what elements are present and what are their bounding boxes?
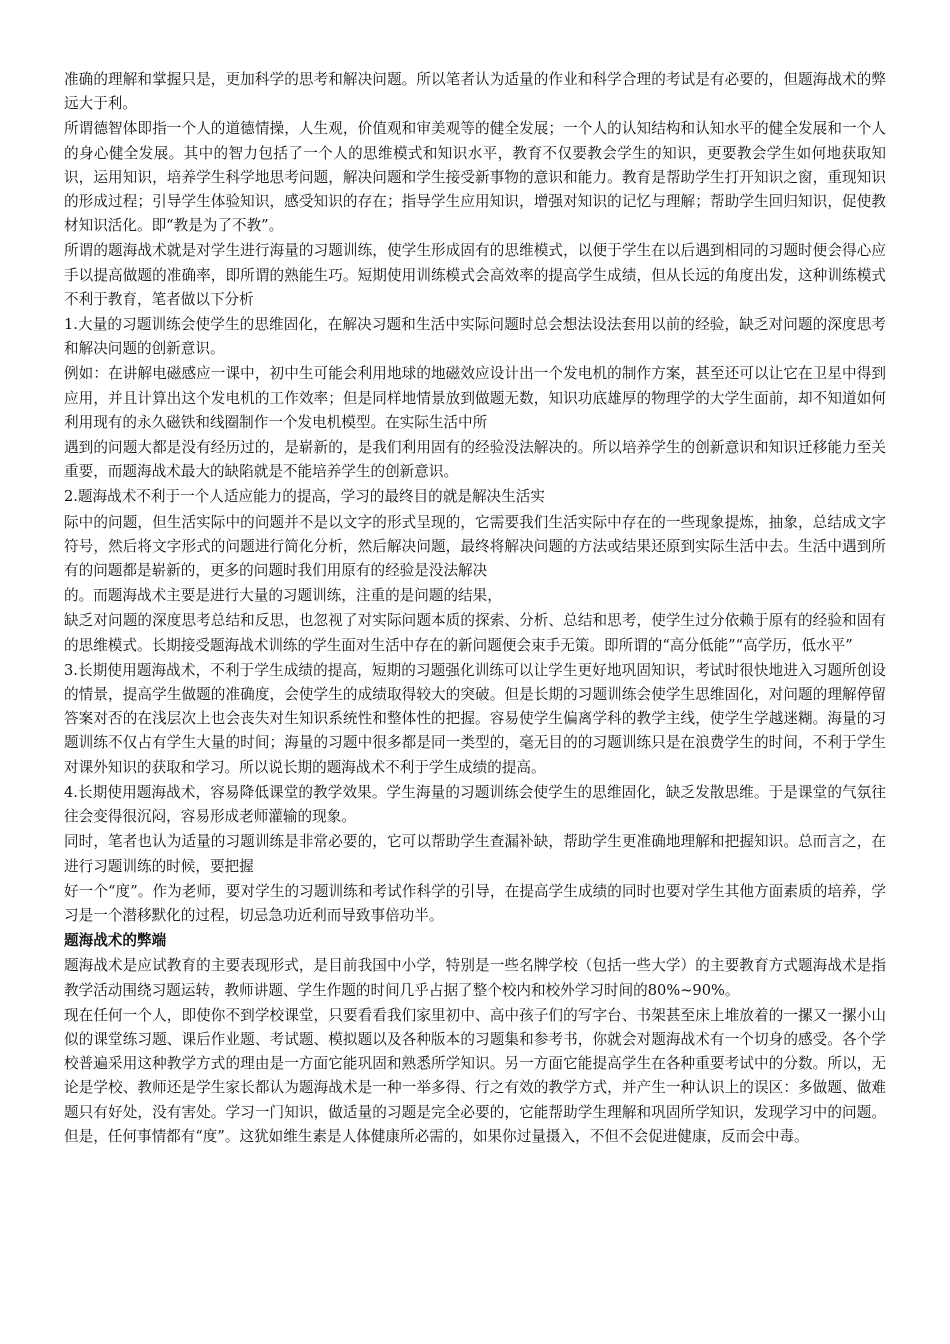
paragraph: 所谓的题海战术就是对学生进行海量的习题训练，使学生形成固有的思维模式，以便于学生在以后遇到相同的习题时便会得心应手以提高做题的准确率，即所谓的熟能生巧。短期使用训练模式会高效率的提高学生成绩，但从长远的角度出发，这种训练模式不利于教育，笔者做以下分析 (64, 242, 886, 308)
paragraph: 所谓德智体即指一个人的道德情操，人生观，价值观和审美观等的健全发展；一个人的认知结构和认知水平的健全发展和一个人的身心健全发展。其中的智力包括了一个人的思维模式和知识水平，教育不仅要教会学生的知识，更要教会学生如何地获取知识，运用知识，培养学生科学地思考问题，解决问题和学生接受新事物的意识和能力。教育是帮助学生打开知识之窗，重现知识的形成过程；引导学生体验知识，感受知识的存在；指导学生应用知识，增强对知识的记忆与理解；帮助学生回归知识，促使教材知识活化。即“教是为了不教”。 (64, 120, 886, 235)
paragraph: 的。而题海战术主要是进行大量的习题训练，注重的是问题的结果， (64, 587, 502, 605)
paragraph: 3.长期使用题海战术，不利于学生成绩的提高，短期的习题强化训练可以让学生更好地巩固知识，考试时很快地进入习题所创设的情景，提高学生做题的准确度，会使学生的成绩取得较大的突破。但是长期的习题训练会使学生思维固化，对问题的理解停留答案对否的在浅层次上也会丧失对生知识系统性和整体性的把握。容易使学生偏离学科的教学主线，使学生学越迷糊。海量的习题训练不仅占有学生大量的时间；海量的习题中很多都是同一类型的，毫无目的的习题训练只是在浪费学生的时间，不利于学生对课外知识的获取和学习。所以说长期的题海战术不利于学生成绩的提高。 (64, 661, 886, 776)
paragraph: 例如：在讲解电磁感应一课中，初中生可能会利用地球的地磁效应设计出一个发电机的制作方案，甚至还可以让它在卫星中得到应用，并且计算出这个发电机的工作效率；但是同样地情景放到做题无数，知识功底雄厚的物理学的大学生面前，却不知道如何利用现有的永久磁铁和线圈制作一个发电机模型。在实际生活中所 (64, 365, 886, 431)
paragraph: 同时，笔者也认为适量的习题训练是非常必要的，它可以帮助学生查漏补缺，帮助学生更准确地理解和把握知识。总而言之，在进行习题训练的时候，要把握 (64, 833, 886, 875)
paragraph: 1.大量的习题训练会使学生的思维固化，在解决习题和生活中实际问题时总会想法设法套用以前的经验，缺乏对问题的深度思考和解决问题的创新意识。 (64, 316, 886, 358)
paragraph: 遇到的问题大都是没有经历过的，是崭新的，是我们利用固有的经验没法解决的。所以培养学生的创新意识和知识迁移能力至关重要，而题海战术最大的缺陷就是不能培养学生的创新意识。 (64, 439, 886, 481)
paragraph: 2.题海战术不利于一个人适应能力的提高，学习的最终目的就是解决生活实 (64, 488, 545, 506)
section-heading: 题海战术的弊端 (64, 932, 167, 950)
paragraph: 4.长期使用题海战术，容易降低课堂的教学效果。学生海量的习题训练会使学生的思维固化，缺乏发散思维。于是课堂的气氛往往会变得很沉闷，容易形成老师灌输的现象。 (64, 783, 886, 826)
paragraph: 缺乏对问题的深度思考总结和反思，也忽视了对实际问题本质的探索、分析、总结和思考，使学生过分依赖于原有的经验和固有的思维模式。长期接受题海战术训练的学生面对生活中存在的新问题便会束手无策。即所谓的“高分低能”“高学历，低水平” (64, 612, 886, 654)
paragraph: 现在任何一个人，即使你不到学校课堂，只要看看我们家里初中、高中孩子们的写字台、书架甚至床上堆放着的一摞又一摞小山似的课堂练习题、课后作业题、考试题、模拟题以及各种版本的习题集和参考书，你就会对题海战术有一个切身的感受。各个学校普遍采用这种教学方式的理由是一方面它能巩固和熟悉所学知识。另一方面它能提高学生在各种重要考试中的分数。所以，无论是学校、教师还是学生家长都认为题海战术是一种一举多得、行之有效的教学方式，并产生一种认识上的误区：多做题、做难题只有好处，没有害处。学习一门知识，做适量的习题是完全必要的，它能帮助学生理解和巩固所学知识，发现学习中的问题。但是，任何事情都有“度”。这犹如维生素是人体健康所必需的，如果你过量摄入，不但不会促进健康，反而会中毒。 (64, 1006, 886, 1145)
paragraph: 际中的问题，但生活实际中的问题并不是以文字的形式呈现的，它需要我们生活实际中存在的一些现象提炼，抽象，总结成文字符号，然后将文字形式的问题进行简化分析，然后解决问题，最终将解决问题的方法或结果还原到实际生活中去。生活中遇到所有的问题都是崭新的，更多的问题时我们用原有的经验是没法解决 (64, 513, 886, 580)
paragraph: 准确的理解和掌握只是，更加科学的思考和解决问题。所以笔者认为适量的作业和科学合理的考试是有必要的，但题海战术的弊远大于利。 (64, 71, 886, 113)
paragraph: 题海战术是应试教育的主要表现形式，是目前我国中小学，特别是一些名牌学校（包括一些大学）的主要教育方式题海战术是指教学活动围绕习题运转，教师讲题、学生作题的时间几乎占据了整个校内和校外学习时间的80%~90%。 (64, 957, 886, 999)
paragraph: 好一个“度”。作为老师，要对学生的习题训练和考试作科学的引导，在提高学生成绩的同时也要对学生其他方面素质的培养，学习是一个潜移默化的过程，切忌急功近利而导致事倍功半。 (64, 882, 886, 924)
document-page (64, 68, 886, 1150)
